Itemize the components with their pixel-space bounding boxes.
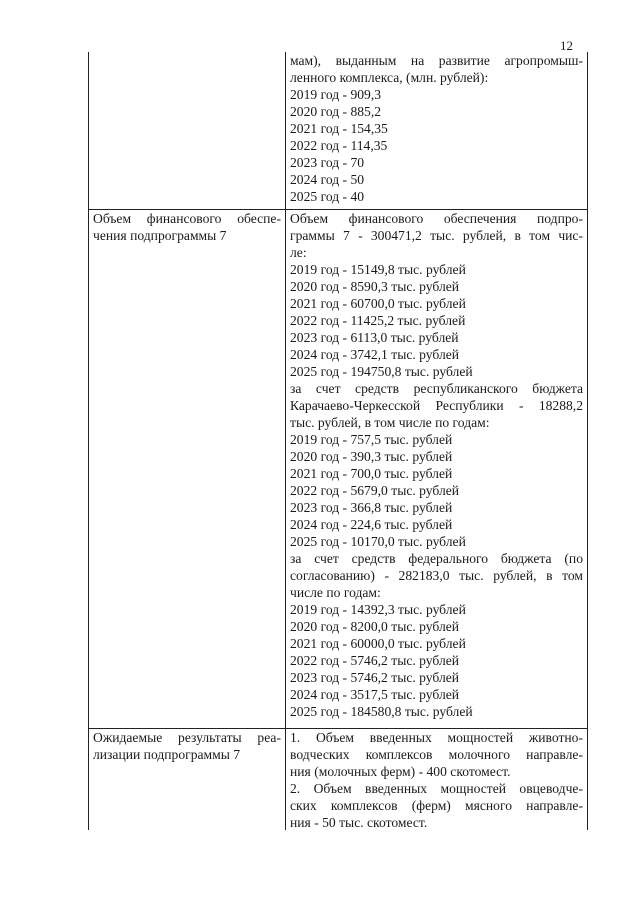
text-line: ле:	[290, 245, 307, 260]
text-line: Объем финансового обеспечения подпро-	[290, 211, 583, 226]
text-line: водческих комплексов молочного направле-	[290, 747, 583, 762]
text-line: 1. Объем введенных мощностей животно-	[290, 730, 583, 745]
text-line: 2025 год - 194750,8 тыс. рублей	[290, 364, 473, 379]
text-line: 2023 год - 366,8 тыс. рублей	[290, 500, 453, 515]
page-number: 12	[560, 38, 573, 53]
text-line: за счет средств федерального бюджета (по	[290, 551, 583, 566]
text-line: числе по годам:	[290, 585, 381, 600]
text-line: лизации подпрограммы 7	[93, 747, 241, 762]
text-line: ских комплексов (ферм) мясного направле-	[290, 798, 583, 813]
text-line: 2. Объем введенных мощностей овцеводче-	[290, 781, 583, 796]
text-line: 2022 год - 5746,2 тыс. рублей	[290, 653, 460, 668]
text-line: чения подпрограммы 7	[93, 228, 227, 243]
passport-table	[88, 52, 588, 830]
text-line: 2025 год - 40	[290, 189, 365, 204]
text-line: 2021 год - 60000,0 тыс. рублей	[290, 636, 466, 651]
text-line: 2020 год - 8590,3 тыс. рублей	[290, 279, 460, 294]
text-line: 2024 год - 3742,1 тыс. рублей	[290, 347, 460, 362]
row-content-cell	[290, 210, 583, 720]
text-line: 2022 год - 11425,2 тыс. рублей	[290, 313, 466, 328]
text-line: 2021 год - 700,0 тыс. рублей	[290, 466, 453, 481]
text-line: 2019 год - 14392,3 тыс. рублей	[290, 602, 466, 617]
text-line: 2022 год - 114,35	[290, 138, 388, 153]
text-line: ния - 50 тыс. скотомест.	[290, 815, 428, 830]
text-line: граммы 7 - 300471,2 тыс. рублей, в том чис-	[290, 228, 583, 243]
text-line: 2019 год - 757,5 тыс. рублей	[290, 432, 453, 447]
text-line: Карачаево-Черкесской Республики - 18288,2	[290, 398, 583, 413]
text-line: 2024 год - 3517,5 тыс. рублей	[290, 687, 460, 702]
text-line: 2020 год - 8200,0 тыс. рублей	[290, 619, 460, 634]
text-line: согласованию) - 282183,0 тыс. рублей, в том	[290, 568, 583, 583]
row-content-cell	[290, 729, 583, 831]
row-label-cell	[93, 210, 281, 244]
text-line: тыс. рублей, в том числе по годам:	[290, 415, 490, 430]
text-line: 2019 год - 909,3	[290, 87, 382, 102]
text-line: за счет средств республиканского бюджета	[290, 381, 583, 396]
text-line: 2023 год - 70	[290, 155, 365, 170]
text-line: 2023 год - 6113,0 тыс. рублей	[290, 330, 459, 345]
text-line: 2020 год - 390,3 тыс. рублей	[290, 449, 453, 464]
text-line: Ожидаемые результаты реа-	[93, 730, 281, 745]
text-line: 2020 год - 885,2	[290, 104, 382, 119]
text-line: 2019 год - 15149,8 тыс. рублей	[290, 262, 466, 277]
text-line: 2024 год - 224,6 тыс. рублей	[290, 517, 453, 532]
text-line: 2024 год - 50	[290, 172, 365, 187]
text-line: 2022 год - 5679,0 тыс. рублей	[290, 483, 460, 498]
text-line: ленного комплекса, (млн. рублей):	[290, 70, 489, 85]
text-line: 2021 год - 60700,0 тыс. рублей	[290, 296, 466, 311]
text-line: 2025 год - 10170,0 тыс. рублей	[290, 534, 466, 549]
text-line: мам), выданным на развитие агропромыш-	[290, 53, 583, 68]
text-line: Объем финансового обеспе-	[93, 211, 281, 226]
text-line: ния (молочных ферм) - 400 скотомест.	[290, 764, 511, 779]
row-label-cell	[93, 729, 281, 763]
text-line: 2023 год - 5746,2 тыс. рублей	[290, 670, 460, 685]
table-row-financing	[89, 209, 587, 728]
row-content-cell	[290, 52, 583, 205]
text-line: 2025 год - 184580,8 тыс. рублей	[290, 704, 473, 719]
text-line: 2021 год - 154,35	[290, 121, 388, 136]
table-row-continuation	[89, 52, 587, 209]
table-row-expected-results	[89, 728, 587, 830]
